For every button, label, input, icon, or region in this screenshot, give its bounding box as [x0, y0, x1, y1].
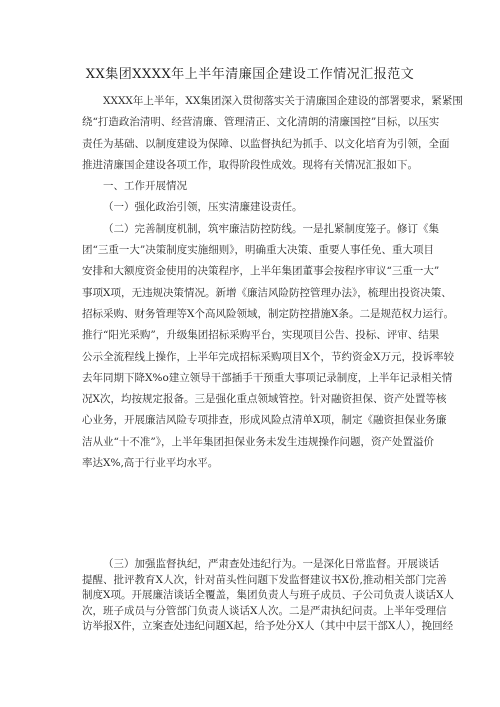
text-line: 推行“阳光采购”，升级集团招标采购平台，实现项目公告、投标、评审、结果 [82, 329, 440, 342]
document-body [82, 91, 463, 474]
text-line: 访举报X件，立案查处违纪问题X起，给予处分X人（其中中层干部X人），挽回经 [82, 620, 454, 632]
text-line: 责任为基础、以制度建设为保障、以监督执纪为抓手、以文化培育为引领，全面 [82, 137, 450, 150]
section-heading: 一、工作开展情况 [103, 180, 187, 193]
subsection-heading: （一）强化政治引领，压实清廉建设责任。 [103, 201, 303, 214]
text-line: （二）完善制度机制，筑牢廉洁防控防线。一是扎紧制度笼子。修订《集 [103, 222, 439, 235]
text-line: 绕“打造政治清明、经营清廉、管理清正、文化清朗的清廉国控”目标，以压实 [82, 116, 440, 129]
text-line: XXXX年上半年，XX集团深入贯彻落实关于清廉国企建设的部署要求，紧紧围 [103, 95, 463, 107]
text-line: 制度X项。开展廉洁谈话全覆盖，集团负责人与班子成员、子公司负责人谈话X人 [82, 589, 454, 601]
text-line: 洁从业“十不准”》，上半年集团担保业务未发生违规操作问题，资产处置溢价 [82, 435, 434, 448]
text-line: 况X次，均按规定报备。三是强化重点领域管控。针对融资担保、资产处置等核 [82, 393, 447, 406]
text-line: 推进清廉国企建设各项工作，取得阶段性成效。现将有关情况汇报如下。 [82, 158, 418, 171]
text-line: 招标采购、财务管理等X个高风险领域，制定防控措施X条。二是规范权力运行。 [82, 307, 454, 320]
text-line: 去年同期下降X%o建立领导干部插手干预重大事项记录制度，上半年记录相关情 [82, 371, 453, 384]
document-body-continued [82, 557, 454, 635]
text-line: 率达X%,高于行业平均水平。 [82, 457, 219, 470]
document-title: XX集团XXXX年上半年清廉国企建设工作情况汇报范文 [85, 67, 415, 82]
text-line: 公示全流程线上操作，上半年完成招标采购项目X个，节约资金X万元，投诉率较 [82, 350, 454, 363]
text-line: 团“三重一大”决策制度实施细则》，明确重大决策、重要人事任免、重大项目 [82, 244, 434, 257]
text-line: 安排和大额度资金使用的决策程序，上半年集团董事会按程序审议“三重一大” [82, 265, 440, 278]
text-line: 心业务，开展廉洁风险专项排查，形成风险点清单X项，制定《融资担保业务廉 [82, 414, 447, 427]
text-line: （三）加强监督执纪，严肃查处违纪行为。一是深化日常监督。开展谈话 [103, 558, 439, 570]
text-line: 次，班子成员与分管部门负责人谈话X人次。二是严肃执纪问责。上半年受理信 [82, 604, 447, 617]
text-line: 提醒、批评教育X人次，针对苗头性问题下发监督建议书X份,推动相关部门完善 [82, 573, 447, 586]
text-line: 事项X项，无违规决策情况。新增《廉洁风险防控管理办法》，梳理出投资决策、 [82, 286, 452, 299]
